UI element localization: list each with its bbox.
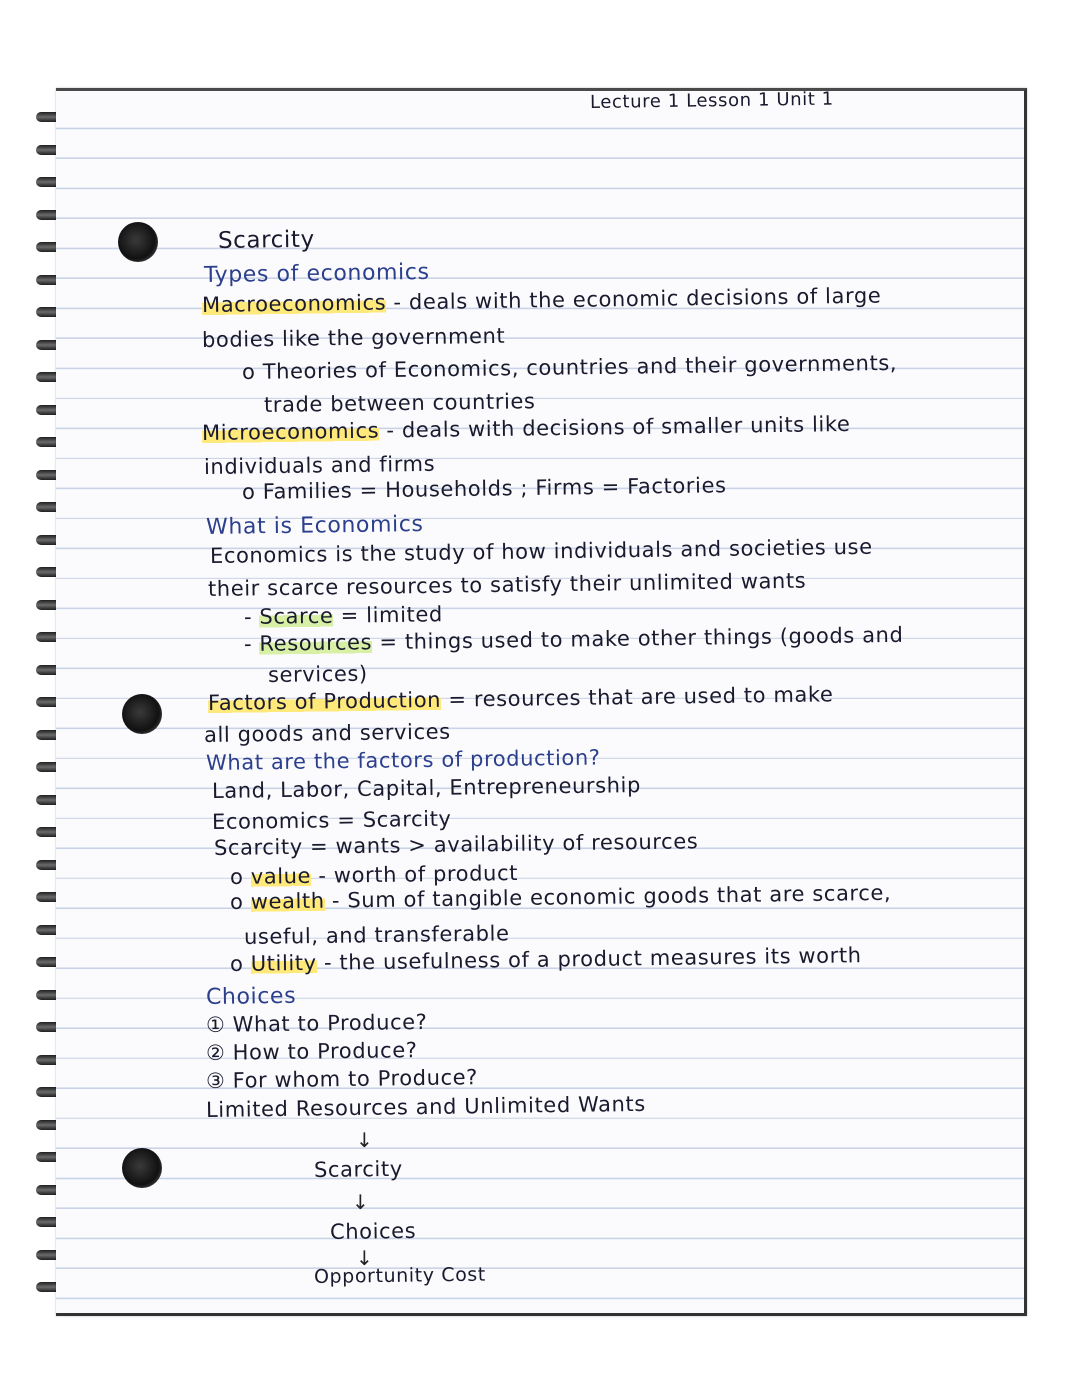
lecture-header: Lecture 1 Lesson 1 Unit 1 [589, 88, 834, 113]
punch-hole-middle [122, 694, 162, 734]
limited-resources-line: Limited Resources and Unlimited Wants [205, 1091, 646, 1122]
factors-def: = resources that are used to make [440, 682, 834, 712]
flow-opportunity-cost: Opportunity Cost [313, 1263, 487, 1288]
micro-def-1: - deals with decisions of smaller units like [378, 411, 851, 443]
economics-definition-line2: their scarce resources to satisfy their unlimited wants [207, 568, 807, 601]
choices-heading: Choices [205, 983, 297, 1010]
utility-term: Utility [250, 950, 317, 976]
wealth-def: - Sum of tangible economic goods that are scarce, [324, 880, 892, 913]
value-def: - worth of product [310, 860, 519, 888]
resources-definition-line2: services) [267, 661, 368, 687]
scarce-def: = limited [333, 602, 443, 628]
value-term: value [250, 863, 312, 889]
punch-hole-bottom [122, 1148, 162, 1188]
choice-what: ① What to Produce? [205, 1009, 428, 1037]
what-is-economics-heading: What is Economics [205, 511, 424, 540]
utility-def: - the usefulness of a product measures its worth [316, 943, 862, 975]
flow-arrow-3: ↓ [356, 1246, 373, 1270]
wealth-term: wealth [250, 888, 325, 914]
wealth-definition-line1: o wealth - Sum of tangible economic goods that are scarce, [229, 880, 892, 914]
choice-for-whom: ③ For whom to Produce? [205, 1065, 479, 1093]
resources-definition-line1: - Resources = things used to make other things (goods and [243, 622, 904, 656]
flow-arrow-2: ↓ [352, 1190, 369, 1214]
flow-scarcity: Scarcity [313, 1156, 403, 1182]
punch-hole-top [118, 222, 158, 262]
economics-definition-line1: Economics is the study of how individuals and societies use [209, 534, 873, 568]
page-title: Scarcity [217, 226, 315, 254]
wealth-definition-line2: useful, and transferable [243, 921, 510, 949]
factors-question: What are the factors of production? [205, 745, 601, 775]
macro-definition-line2: bodies like the government [201, 323, 506, 352]
micro-term: Microeconomics [201, 418, 380, 445]
value-definition: o value - worth of product [229, 860, 519, 889]
factors-list: Land, Labor, Capital, Entrepreneurship [211, 773, 642, 803]
economics-equals-scarcity: Economics = Scarcity [211, 806, 452, 834]
choice-how: ② How to Produce? [205, 1038, 418, 1065]
scarce-definition: - Scarce = limited [243, 602, 443, 629]
micro-bullet: o Families = Households ; Firms = Factories [241, 473, 727, 504]
flow-arrow-1: ↓ [356, 1128, 373, 1152]
macro-term: Macroeconomics [201, 290, 387, 317]
micro-definition-line2: individuals and firms [203, 451, 436, 479]
flow-choices: Choices [329, 1218, 417, 1244]
resources-def: = things used to make other things (goods and [371, 622, 904, 655]
macro-def-1: - deals with the economic decisions of large [386, 283, 882, 315]
factors-definition-line2: all goods and services [203, 719, 451, 747]
scarce-term: Scarce [259, 603, 334, 629]
macro-bullet-line2: trade between countries [263, 389, 536, 417]
types-heading: Types of economics [203, 259, 430, 288]
scarcity-equation: Scarcity = wants > availability of resources [213, 829, 699, 860]
macro-bullet-line1: o Theories of Economics, countries and their governments, [241, 350, 898, 384]
factors-term: Factors of Production [207, 687, 442, 715]
utility-definition: o Utility - the usefulness of a product measures its worth [229, 943, 862, 976]
resources-term: Resources [259, 630, 373, 656]
